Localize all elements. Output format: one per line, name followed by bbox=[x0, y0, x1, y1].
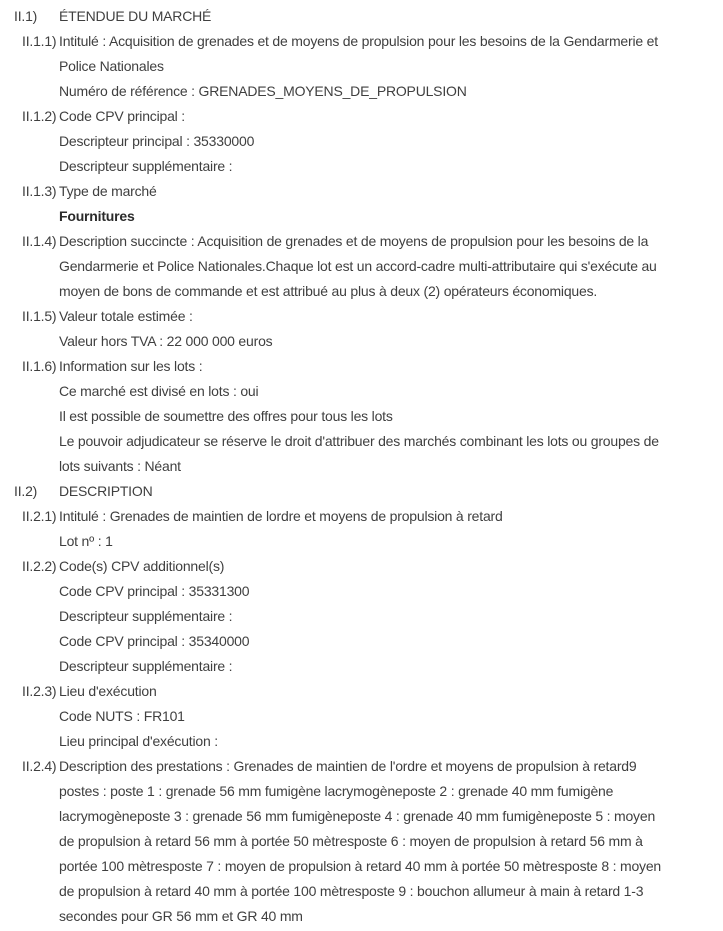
text-line bbox=[0, 529, 723, 554]
text-line bbox=[0, 654, 723, 679]
line-text: Code CPV principal : bbox=[59, 108, 185, 124]
section-heading bbox=[0, 229, 723, 254]
line-text: secondes pour GR 56 mm et GR 40 mm bbox=[59, 908, 303, 924]
text-line bbox=[0, 79, 723, 104]
line-text: Fournitures bbox=[59, 208, 135, 224]
section-number: II.1.3) bbox=[22, 183, 57, 199]
section-number: II.1) bbox=[14, 8, 38, 24]
text-line bbox=[0, 604, 723, 629]
line-text: Type de marché bbox=[59, 183, 157, 199]
line-text: Gendarmerie et Police Nationales.Chaque lot est un accord-cadre multi-attributaire qui s'exécute au bbox=[59, 258, 657, 274]
section-number: II.1.1) bbox=[22, 33, 57, 49]
text-line bbox=[0, 629, 723, 654]
line-text: postes : poste 1 : grenade 56 mm fumigène lacrymogèneposte 2 : grenade 40 mm fumigène bbox=[59, 783, 614, 799]
section-number: II.2.4) bbox=[22, 758, 57, 774]
line-text: Lieu principal d'exécution : bbox=[59, 733, 218, 749]
text-line bbox=[0, 379, 723, 404]
section-heading bbox=[0, 479, 723, 504]
line-text: de propulsion à retard 56 mm à portée 50 mètresposte 6 : moyen de propulsion à retard 56 mm à bbox=[59, 833, 643, 849]
section-number: II.1.6) bbox=[22, 358, 57, 374]
line-text: Ce marché est divisé en lots : oui bbox=[59, 383, 259, 399]
section-heading bbox=[0, 679, 723, 704]
line-text: Description succincte : Acquisition de grenades et de moyens de propulsion pour les besoins de la bbox=[59, 233, 649, 249]
line-text: Information sur les lots : bbox=[59, 358, 203, 374]
section-heading bbox=[0, 29, 723, 54]
text-line bbox=[0, 779, 723, 804]
line-text: lots suivants : Néant bbox=[59, 458, 181, 474]
line-text: moyen de bons de commande et est attribué au plus à deux (2) opérateurs économiques. bbox=[59, 283, 598, 299]
section-number: II.2.1) bbox=[22, 508, 57, 524]
text-line bbox=[0, 254, 723, 279]
section-number: II.2.2) bbox=[22, 558, 57, 574]
section-heading bbox=[0, 104, 723, 129]
text-line bbox=[0, 404, 723, 429]
section-number: II.2.3) bbox=[22, 683, 57, 699]
section-heading bbox=[0, 754, 723, 779]
line-text: ÉTENDUE DU MARCHÉ bbox=[59, 8, 212, 24]
line-text: Descripteur supplémentaire : bbox=[59, 608, 233, 624]
line-text: Lieu d'exécution bbox=[59, 683, 157, 699]
section-heading bbox=[0, 4, 723, 29]
line-text: Descripteur supplémentaire : bbox=[59, 658, 233, 674]
line-text: portée 100 mètresposte 7 : moyen de propulsion à retard 40 mm à portée 50 mètresposte 8 : moyen bbox=[59, 858, 662, 874]
section-heading bbox=[0, 554, 723, 579]
text-line bbox=[0, 704, 723, 729]
line-text: Valeur hors TVA : 22 000 000 euros bbox=[59, 333, 273, 349]
section-number: II.2) bbox=[14, 483, 38, 499]
text-line bbox=[0, 729, 723, 754]
text-line bbox=[0, 329, 723, 354]
section-number: II.1.5) bbox=[22, 308, 57, 324]
text-line bbox=[0, 454, 723, 479]
line-text: Intitulé : Acquisition de grenades et de moyens de propulsion pour les besoins de la Gendarmerie et bbox=[59, 33, 658, 49]
line-text: DESCRIPTION bbox=[59, 483, 153, 499]
section-number: II.1.4) bbox=[22, 233, 57, 249]
text-line bbox=[0, 804, 723, 829]
text-line bbox=[0, 429, 723, 454]
text-line bbox=[0, 129, 723, 154]
line-text: de propulsion à retard 40 mm à portée 100 mètresposte 9 : bouchon allumeur à main à retard 1-3 bbox=[59, 883, 644, 899]
line-text: Le pouvoir adjudicateur se réserve le droit d'attribuer des marchés combinant les lots ou groupes de bbox=[59, 433, 659, 449]
section-number: II.1.2) bbox=[22, 108, 57, 124]
section-heading bbox=[0, 179, 723, 204]
section-heading bbox=[0, 354, 723, 379]
line-text: Description des prestations : Grenades de maintien de l'ordre et moyens de propulsion à retard9 bbox=[59, 758, 637, 774]
text-line bbox=[0, 204, 723, 229]
text-line bbox=[0, 854, 723, 879]
line-text: Code NUTS : FR101 bbox=[59, 708, 185, 724]
text-line bbox=[0, 54, 723, 79]
line-text: Descripteur supplémentaire : bbox=[59, 158, 233, 174]
line-text: Il est possible de soumettre des offres pour tous les lots bbox=[59, 408, 393, 424]
line-text: Police Nationales bbox=[59, 58, 164, 74]
text-line bbox=[0, 154, 723, 179]
line-text: Code CPV principal : 35340000 bbox=[59, 633, 250, 649]
line-text: lacrymogèneposte 3 : grenade 56 mm fumigèneposte 4 : grenade 40 mm fumigèneposte 5 : moyen bbox=[59, 808, 656, 824]
text-line bbox=[0, 904, 723, 929]
text-line bbox=[0, 879, 723, 904]
line-text: Code CPV principal : 35331300 bbox=[59, 583, 250, 599]
text-line bbox=[0, 279, 723, 304]
line-text: Descripteur principal : 35330000 bbox=[59, 133, 255, 149]
line-text: Intitulé : Grenades de maintien de lordre et moyens de propulsion à retard bbox=[59, 508, 503, 524]
section-heading bbox=[0, 504, 723, 529]
text-line bbox=[0, 829, 723, 854]
line-text: Code(s) CPV additionnel(s) bbox=[59, 558, 225, 574]
line-text: Numéro de référence : GRENADES_MOYENS_DE_PROPULSION bbox=[59, 83, 467, 99]
text-line bbox=[0, 579, 723, 604]
line-text: Valeur totale estimée : bbox=[59, 308, 193, 324]
line-text: Lot nº : 1 bbox=[59, 533, 113, 549]
section-heading bbox=[0, 304, 723, 329]
